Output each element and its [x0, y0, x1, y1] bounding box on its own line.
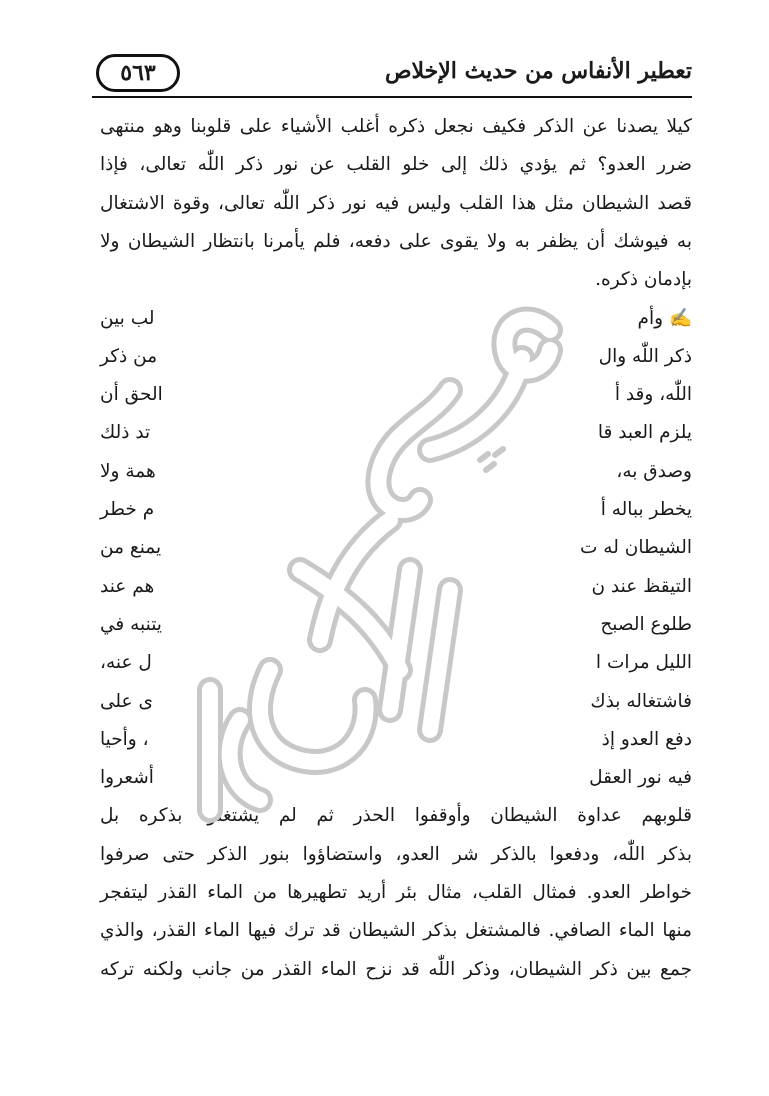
- text-line-fragment-right: فاشتغاله بذك: [590, 691, 692, 712]
- text-line: بإدمان ذكره.: [595, 269, 692, 290]
- text-line: جمع بين ذكر الشيطان، وذكر اللّٰه قد نزح الماء القذر من جانب ولكنه تركه: [100, 959, 692, 980]
- text-line-fragment-left: الحق أن: [100, 384, 163, 405]
- text-line: قلوبهم عداوة الشيطان وأوقفوا الحذر ثم لم يشتغلوا بذكره بل: [100, 805, 692, 826]
- text-line: منها الماء الصافي. فالمشتغل بذكر الشيطان قد ترك فيها الماء القذر، والذي: [100, 920, 692, 941]
- text-line-fragment-left: من ذكر: [100, 346, 158, 367]
- text-line-fragment-left: ، وأحيا: [100, 729, 149, 750]
- watermark-graphic: [150, 270, 620, 830]
- text-line-fragment-right: اللّٰه، وقد أ: [614, 384, 692, 405]
- text-line-fragment-right: دفع العدو إذ: [601, 729, 692, 750]
- text-line: بذكر اللّٰه، ودفعوا بالذكر شر العدو، واستضاؤوا بنور الذكر حتى صرفوا: [100, 844, 692, 865]
- page-header: [92, 52, 692, 96]
- text-line: به فيوشك أن يظفر به ولا يقوى على دفعه، فلم يأمرنا بانتظار الشيطان ولا: [100, 231, 692, 252]
- text-line-fragment-right: يخطر بباله أ: [600, 499, 692, 520]
- text-line-fragment-right: التيقظ عند ن: [591, 576, 692, 597]
- text-line-fragment-right: فيه نور العقل: [589, 767, 692, 788]
- text-line: خواطر العدو. فمثال القلب، مثال بئر أريد تطهيرها من الماء القذر ليتفجر: [100, 882, 692, 903]
- header-rule: [92, 96, 692, 98]
- text-line-fragment-left: همة ولا: [100, 461, 156, 482]
- text-line-fragment-right: ذكر اللّٰه وال: [598, 346, 692, 367]
- text-line-fragment-right: الليل مرات ا: [595, 652, 692, 673]
- text-line: قصد الشيطان مثل هذا القلب وليس فيه نور ذكر اللّٰه تعالى، وقوة الاشتغال: [100, 193, 692, 214]
- text-line: ضرر العدو؟ ثم يؤدي ذلك إلى خلو القلب عن نور ذكر اللّٰه تعالى، فإذا: [100, 154, 692, 175]
- text-line-fragment-left: ل عنه،: [100, 652, 152, 673]
- text-line-fragment-right: طلوع الصبح: [600, 614, 692, 635]
- text-line-fragment-right: ✍ وأم: [637, 308, 692, 329]
- text-line-fragment-left: ى على: [100, 691, 153, 712]
- text-line-fragment-right: يلزم العبد قا: [597, 422, 692, 443]
- text-line-fragment-left: لب بين: [100, 308, 155, 329]
- text-line-fragment-left: تد ذلك: [100, 422, 151, 443]
- page-number-badge: ٥٦٣: [96, 54, 180, 92]
- running-title: تعطير الأنفاس من حديث الإخلاص: [384, 58, 692, 84]
- text-line-fragment-left: يمنع من: [100, 537, 162, 558]
- text-line-fragment-left: يتنبه في: [100, 614, 162, 635]
- text-line-fragment-left: م خطر: [100, 499, 155, 520]
- watermark-stamp: [150, 270, 620, 830]
- text-line-fragment-left: أشعروا: [100, 767, 154, 788]
- text-line: كيلا يصدنا عن الذكر فكيف نجعل ذكره أغلب الأشياء على قلوبنا وهو منتهى: [100, 116, 692, 137]
- text-line-fragment-left: هم عند: [100, 576, 155, 597]
- text-line-fragment-right: الشيطان له ت: [580, 537, 692, 558]
- text-line-fragment-right: وصدق به،: [616, 461, 692, 482]
